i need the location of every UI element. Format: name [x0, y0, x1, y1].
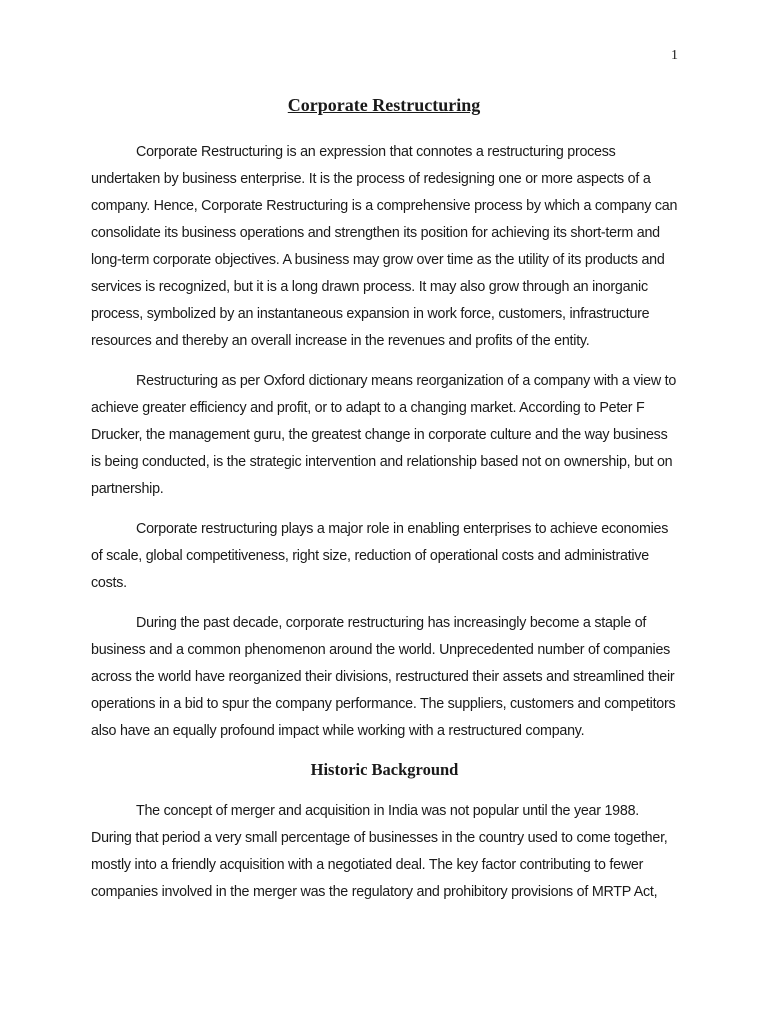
document-title: Corporate Restructuring [287, 95, 481, 115]
paragraph: During the past decade, corporate restructuring has increasingly become a staple of business and a common phenomenon around the world. Unprecedented number of companies across the world have reorganized their divisions, restructured their assets and streamlined their operations in a bid to spur the company performance. The suppliers, customers and competitors also have an equally profound impact while working with a restructured company. [91, 615, 676, 739]
section-heading: Historic Background [310, 760, 459, 779]
document-body [91, 139, 678, 919]
paragraph: The concept of merger and acquisition in India was not popular until the year 1988. During that period a very small percentage of businesses in the country used to come together, mostly into a friendly acquisition with a negotiated deal. The key factor contributing to fewer companies involved in the merger was the regulatory and prohibitory provisions of MRTP Act, [91, 803, 668, 900]
page-number: 1 [671, 48, 678, 63]
paragraph: Corporate Restructuring is an expression that connotes a restructuring process undertaken by business enterprise. It is the process of redesigning one or more aspects of a company. Hence, Corporate Restructuring is a comprehensive process by which a company can consolidate its business operations and strengthen its position for achieving its short-term and long-term corporate objectives. A business may grow over time as the utility of its products and services is recognized, but it is a long drawn process. It may also grow through an inorganic process, symbolized by an instantaneous expansion in work force, customers, infrastructure resources and thereby an overall increase in the revenues and profits of the entity. [91, 144, 678, 349]
paragraph: Restructuring as per Oxford dictionary means reorganization of a company with a view to achieve greater efficiency and profit, or to adapt to a changing market. According to Peter F Drucker, the management guru, the greatest change in corporate culture and the way business is being conducted, is the strategic intervention and relationship based not on ownership, but on partnership. [91, 373, 677, 497]
paragraph: Corporate restructuring plays a major role in enabling enterprises to achieve economies of scale, global competitiveness, right size, reduction of operational costs and administrative costs. [91, 521, 669, 591]
